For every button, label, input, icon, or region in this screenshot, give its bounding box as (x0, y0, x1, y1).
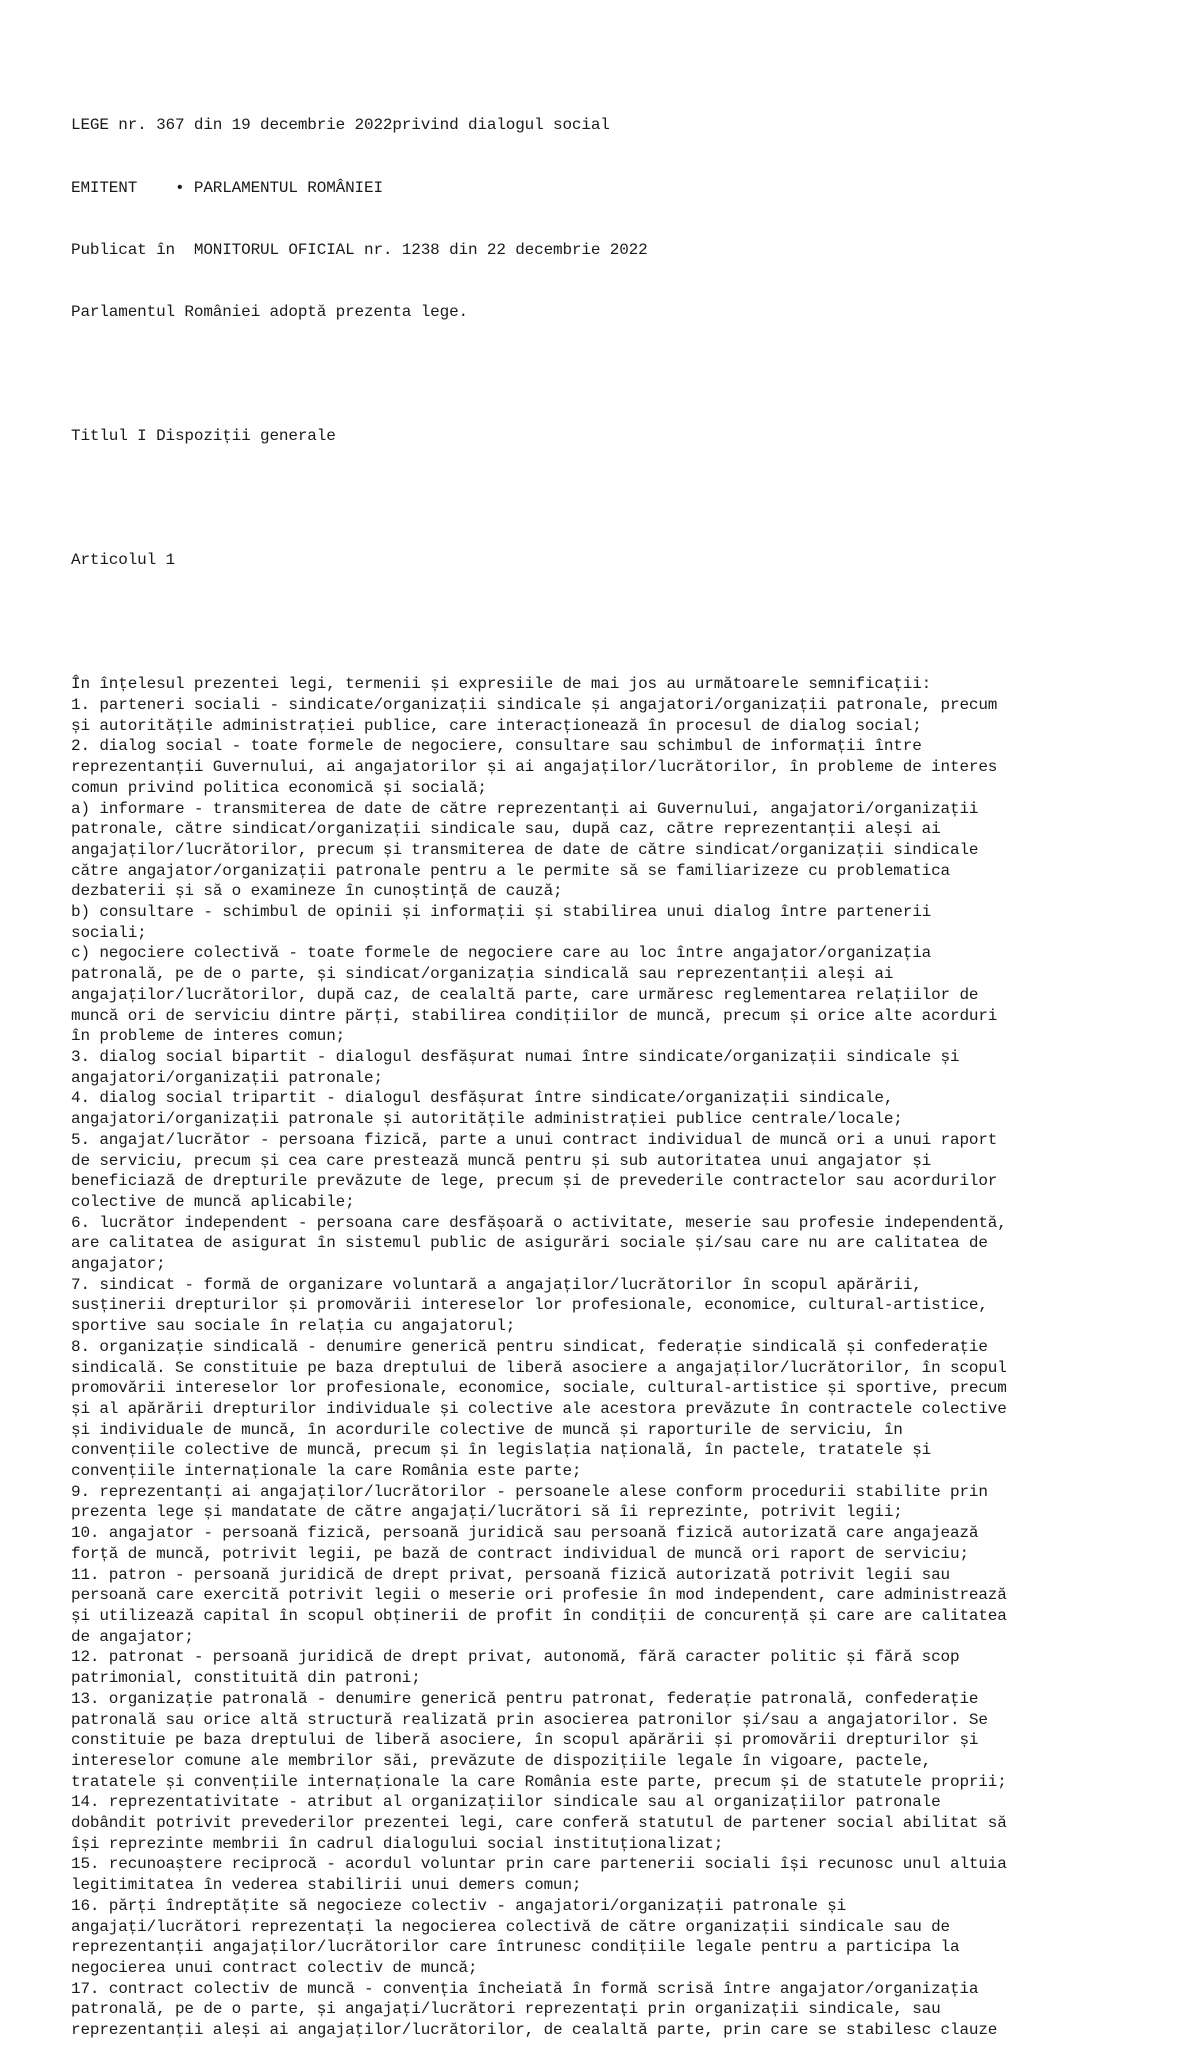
law-title: LEGE nr. 367 din 19 decembrie 2022privind dialogul social (71, 116, 610, 135)
body-line: constituie pe baza dreptului de liberă asociere, în scopul apărării și promovării drepturilor și (71, 1731, 979, 1750)
body-line: beneficiază de drepturile prevăzute de lege, precum și de prevederile contractelor sau acordurilor (71, 1172, 998, 1191)
body-line: angajaților/lucrătorilor, precum și transmiterea de date de către sindicat/organizații sindicale (71, 840, 979, 859)
body-line: negocierea unui contract colectiv de muncă; (71, 1958, 478, 1977)
body-line: patronală sau orice altă structură realizată prin asocierea patronilor și/sau a angajatorilor. Se (71, 1710, 988, 1729)
body-line: convențiile colective de muncă, precum și în legislația națională, în pactele, tratatele și (71, 1441, 932, 1460)
body-line: dezbaterii și să o examineze în cunoștință de cauză; (71, 882, 563, 901)
body-line: reprezentanții aleși ai angajaților/lucrătorilor, de cealaltă parte, prin care se stabilesc clauze (71, 2021, 998, 2040)
body-line: 6. lucrător independent - persoana care desfășoară o activitate, meserie sau profesie independentă, (71, 1213, 1007, 1232)
body-line: 14. reprezentativitate - atribut al organizațiilor sindicale sau al organizațiilor patronale (71, 1793, 941, 1812)
publication-line: Publicat în MONITORUL OFICIAL nr. 1238 din 22 decembrie 2022 (71, 240, 648, 259)
body-line: convențiile internaționale la care România este parte; (71, 1462, 582, 1481)
body-line: patrimonial, constituită din patroni; (71, 1669, 421, 1688)
body-line: 1. parteneri sociali - sindicate/organizații sindicale și angajatori/organizații patronale, precum (71, 696, 998, 715)
body-line: în probleme de interes comun; (71, 1027, 346, 1046)
body-line: patronală, pe de o parte, și sindicat/organizația sindicală sau reprezentanții aleși ai (71, 965, 894, 984)
body-line: 11. patron - persoană juridică de drept privat, persoană fizică autorizată potrivit legii sau (71, 1565, 950, 1584)
body-line: tratatele și convențiile internaționale la care România este parte, precum și de statutele proprii; (71, 1772, 1007, 1791)
body-line: 4. dialog social tripartit - dialogul desfășurat între sindicate/organizații sindicale, (71, 1089, 894, 1108)
body-line: susținerii drepturilor și promovării intereselor lor profesionale, economice, cultural-artistice, (71, 1296, 988, 1315)
spacer (71, 488, 1181, 509)
body-line: 9. reprezentanți ai angajaților/lucrătorilor - persoanele alese conform procedurii stabilite prin (71, 1482, 988, 1501)
body-line: 12. patronat - persoană juridică de drept privat, autonomă, fără caracter politic și fără scop (71, 1648, 960, 1667)
body-line: 13. organizație patronală - denumire generică pentru patronat, federație patronală, confederație (71, 1689, 979, 1708)
body-line: 3. dialog social bipartit - dialogul desfășurat numai între sindicate/organizații sindicale și (71, 1048, 960, 1066)
body-line: angajatori/organizații patronale și autoritățile administrației publice centrale/locale; (71, 1110, 903, 1129)
body-line: și utilizează capital în scopul obținerii de profit în condiții de concurență și care are calitatea (71, 1606, 1007, 1625)
body-line: intereselor comune ale membrilor săi, prevăzute de dispozițiile legale în vigoare, pactele, (71, 1751, 932, 1770)
body-line: a) informare - transmiterea de date de către reprezentanți ai Guvernului, angajatori/organizații (71, 799, 979, 818)
body-line: muncă ori de serviciu dintre părți, stabilirea condițiilor de muncă, precum și orice alte acorduri (71, 1006, 998, 1025)
body-line: 5. angajat/lucrător - persoana fizică, parte a unui contract individual de muncă ori a unui raport (71, 1130, 998, 1149)
body-line: promovării intereselor lor profesionale, economice, sociale, cultural-artistice și sportive, precum (71, 1379, 1007, 1398)
body-line: comun privind politica economică și socială; (71, 778, 487, 797)
adoption-line: Parlamentul României adoptă prezenta lege. (71, 302, 468, 321)
body-line: angajator; (71, 1255, 166, 1274)
body-line: și autoritățile administrației publice, care interacționează în procesul de dialog social; (71, 716, 922, 735)
body-line: angajați/lucrători reprezentați la negocierea colectivă de către organizații sindicale sau de (71, 1917, 950, 1936)
body-line: către angajator/organizații patronale pentru a le permite să se familiarizeze cu problematica (71, 861, 950, 880)
body-line: și individuale de muncă, în acordurile colective de muncă și raporturile de serviciu, în (71, 1420, 903, 1439)
body-line: patronală, pe de o parte, și angajați/lucrători reprezentați prin organizații sindicale, sau (71, 2000, 941, 2019)
article-heading: Articolul 1 (71, 551, 175, 570)
body-line: de serviciu, precum și cea care prestează muncă pentru și sub autoritatea unui angajator și (71, 1151, 932, 1170)
emitent-line: EMITENT • PARLAMENTUL ROMÂNIEI (71, 178, 383, 197)
spacer (71, 364, 1181, 385)
body-line: 7. sindicat - formă de organizare voluntară a angajaților/lucrătorilor în scopul apărării, (71, 1275, 922, 1294)
body-line: are calitatea de asigurat în sistemul public de asigurări sociale și/sau care nu are calitatea de (71, 1234, 988, 1253)
body-line: colective de muncă aplicabile; (71, 1192, 355, 1211)
body-line: prezenta lege și mandatate de către angajați/lucrători să îi reprezinte, potrivit legii; (71, 1503, 903, 1522)
body-line: legitimitatea în vederea stabilirii unui demers comun; (71, 1876, 582, 1895)
body-line: sportive sau sociale în relația cu angajatorul; (71, 1317, 516, 1336)
body-line: forță de muncă, potrivit legii, pe bază de contract individual de muncă ori raport de serviciu; (71, 1544, 969, 1563)
body-line: c) negociere colectivă - toate formele de negociere care au loc între angajator/organizația (71, 944, 932, 963)
body-line: angajatori/organizații patronale; (71, 1068, 383, 1087)
body-line: angajaților/lucrătorilor, după caz, de cealaltă parte, care urmăresc reglementarea relațiilor de (71, 985, 979, 1004)
body-line: și al apărării drepturilor individuale și colective ale acestora prevăzute în contractele colective (71, 1399, 1007, 1418)
body-line: își reprezinte membrii în cadrul dialogului social instituționalizat; (71, 1834, 724, 1853)
body-line: reprezentanții angajaților/lucrătorilor care întrunesc condițiile legale pentru a participa la (71, 1938, 960, 1957)
body-line: În înțelesul prezentei legi, termenii și expresiile de mai jos au următoarele semnificații: (71, 675, 932, 694)
law-document (71, 74, 1181, 2061)
body-line: 2. dialog social - toate formele de negociere, consultare sau schimbul de informații între (71, 737, 922, 756)
body-line: 17. contract colectiv de muncă - convenția încheiată în formă scrisă între angajator/organizația (71, 1979, 979, 1998)
body-line: 15. recunoaștere reciprocă - acordul voluntar prin care partenerii sociali își recunosc unul altuia (71, 1855, 1007, 1874)
body-line: reprezentanții Guvernului, ai angajatorilor și ai angajaților/lucrătorilor, în probleme de interes (71, 758, 998, 777)
body-line: 16. părți îndreptățite să negocieze colectiv - angajatori/organizații patronale și (71, 1896, 847, 1915)
body-line: 10. angajator - persoană fizică, persoană juridică sau persoană fizică autorizată care angajează (71, 1524, 979, 1543)
body-line: de angajator; (71, 1627, 194, 1646)
article-body (71, 674, 1181, 2040)
body-line: b) consultare - schimbul de opinii și informații și stabilirea unui dialog între partenerii (71, 903, 932, 922)
body-line: 8. organizație sindicală - denumire generică pentru sindicat, federație sindicală și confederație (71, 1337, 988, 1356)
title-heading: Titlul I Dispoziții generale (71, 426, 336, 445)
body-line: patronale, către sindicat/organizații sindicale sau, după caz, către reprezentanții aleși ai (71, 820, 941, 839)
body-line: persoană care exercită potrivit legii o meserie ori profesie în mod independent, care administrează (71, 1586, 1007, 1605)
body-line: sociali; (71, 923, 147, 942)
body-line: sindicală. Se constituie pe baza dreptului de liberă asociere a angajaților/lucrătorilor, în scopul (71, 1358, 1007, 1377)
spacer (71, 612, 1181, 633)
body-line: dobândit potrivit prevederilor prezentei legi, care conferă statutul de partener social abilitat să (71, 1814, 1007, 1833)
